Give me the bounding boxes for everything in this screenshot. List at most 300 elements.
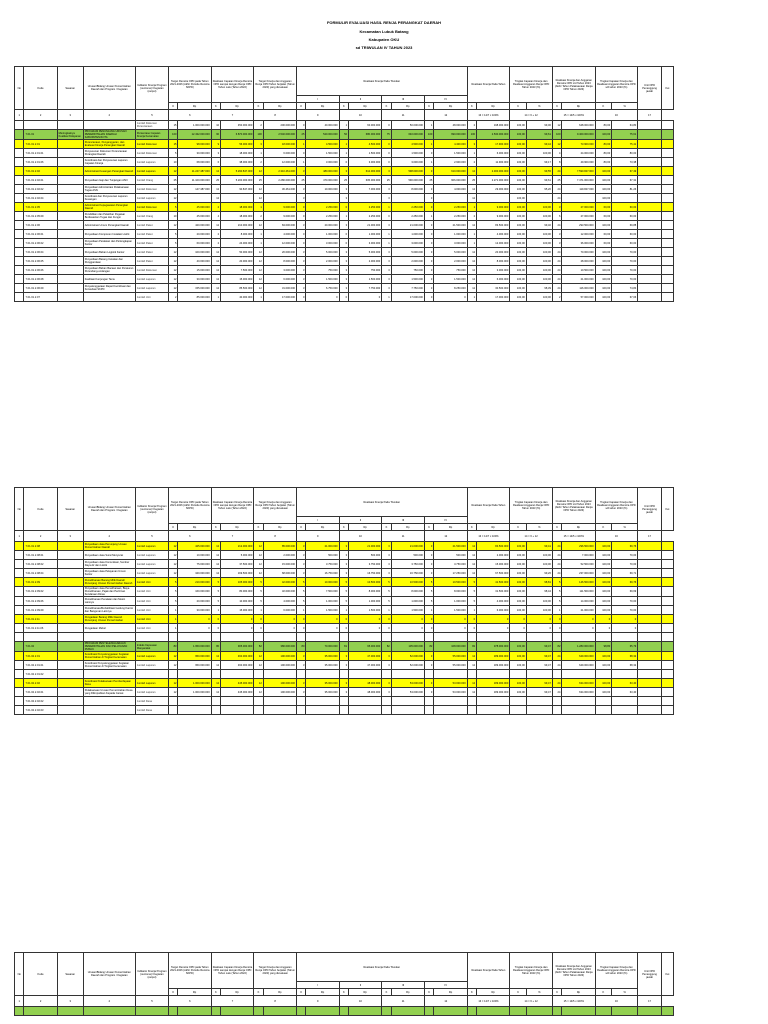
row-real-lalu-k: 6 bbox=[211, 158, 220, 167]
col-k-subheader: K bbox=[169, 524, 178, 531]
row-tw2-k: 0 bbox=[339, 230, 348, 239]
row-target-value: 0 bbox=[178, 615, 211, 624]
row-tingkat-renstra-k: 80,00 bbox=[595, 158, 612, 167]
row-indikator: Jumlah Orang bbox=[135, 212, 168, 221]
row-tw2-value: 1.500.000 bbox=[349, 149, 382, 158]
row-real-akhir-value: 29.000.000 bbox=[477, 185, 510, 194]
row-target-renja-value: 8.000.000 bbox=[263, 257, 296, 266]
row-real-akhir-k: 1 bbox=[467, 149, 476, 158]
row-indikator: Jumlah Laporan bbox=[135, 661, 168, 670]
row-tingkat-k: 100,00 bbox=[510, 606, 527, 615]
row-urusan bbox=[83, 121, 135, 130]
row-target-value: 15.000.000 bbox=[178, 266, 211, 275]
row-real-akhir-k: 12 bbox=[467, 194, 476, 203]
row-tw1-k: 3 bbox=[296, 284, 305, 293]
form-title: FORMULIR EVALUASI HASIL RENJA PERANGKAT DAERAH bbox=[326, 20, 442, 25]
row-tw2-k: 0 bbox=[339, 293, 348, 302]
row-indikator: Jumlah Laporan bbox=[135, 551, 168, 560]
row-real-renstra-k: 3 bbox=[552, 203, 561, 212]
row-tingkat-k: 100,00 bbox=[510, 284, 527, 293]
row-tw4-value bbox=[434, 633, 467, 642]
col-unit-opd-header: Unit OPD Penanggung jawab bbox=[638, 488, 662, 531]
col-k-subheader: K bbox=[339, 989, 348, 996]
row-tw2-k: 0 bbox=[339, 158, 348, 167]
row-urusan bbox=[83, 697, 135, 706]
row-number bbox=[15, 203, 24, 212]
row-tingkat-renstra-value: 64,80 bbox=[612, 121, 638, 130]
row-real-akhir-k: 12 bbox=[467, 257, 476, 266]
row-target-renja-value: 84.000.000 bbox=[263, 221, 296, 230]
row-real-lalu-k: 0 bbox=[211, 624, 220, 633]
col-rp-subheader: % bbox=[612, 989, 638, 996]
row-tw3-value: 7.750.000 bbox=[391, 284, 424, 293]
row-real-renstra-k: 24 bbox=[552, 661, 561, 670]
row-real-renstra-value: 119.847.000 bbox=[562, 185, 595, 194]
row-real-akhir-k: 5 bbox=[467, 587, 476, 597]
row-ket bbox=[661, 542, 673, 551]
col-rp-subheader: Rp bbox=[306, 524, 339, 531]
row-tw1-k: 0 bbox=[296, 230, 305, 239]
row-tw3-k: 3 bbox=[382, 221, 391, 230]
row-target-value: 30.000.000 bbox=[178, 275, 211, 284]
row-target-k: 100 bbox=[169, 130, 178, 140]
row-tingkat-value: 100,00 bbox=[526, 230, 552, 239]
row-tingkat-renstra-value: 70,00 bbox=[612, 606, 638, 615]
row-number bbox=[15, 587, 24, 597]
col-number-label: 6 bbox=[169, 110, 212, 121]
row-real-lalu-k: 12 bbox=[211, 560, 220, 569]
row-urusan: Pelaksanaan Urusan Pemerintahan Desa yang Dilimpahkan Kepada Camat bbox=[83, 688, 135, 697]
row-real-akhir-k: 1 bbox=[467, 239, 476, 248]
row-real-renstra-value: 27.000.000 bbox=[562, 212, 595, 221]
row-tingkat-renstra-k: 100,00 bbox=[595, 248, 612, 257]
row-unit-opd bbox=[638, 652, 662, 661]
row-ket bbox=[661, 239, 673, 248]
row-indikator bbox=[135, 633, 168, 642]
row-tingkat-value: 100,00 bbox=[526, 560, 552, 569]
row-kode: 7.01.01.2.06.04 bbox=[24, 248, 57, 257]
row-real-akhir-value bbox=[477, 633, 510, 642]
row-real-lalu-value: 7.500.000 bbox=[221, 266, 254, 275]
row-tingkat-renstra-value: 70,00 bbox=[612, 257, 638, 266]
row-target-value: 75.000.000 bbox=[178, 560, 211, 569]
row-indikator: Jumlah Laporan bbox=[135, 560, 168, 569]
row-tingkat-renstra-value: 74,84 bbox=[612, 284, 638, 293]
row-tingkat-k: 100,00 bbox=[510, 221, 527, 230]
row-tw4-k bbox=[424, 706, 433, 715]
row-real-akhir-value: 31.500.000 bbox=[477, 587, 510, 597]
row-real-renstra-k: 24 bbox=[552, 542, 561, 551]
row-ket bbox=[661, 284, 673, 293]
col-k-subheader: K bbox=[211, 103, 220, 110]
row-real-akhir-value: 198.000.000 bbox=[477, 121, 510, 130]
row-tw4-value: 53.000.000 bbox=[434, 679, 467, 688]
col-tingkat-capaian-header: Tingkat Capaian Kinerja dan Realisasi Anggaran Renja OPD Tahun 2023 (%) bbox=[510, 67, 553, 103]
row-indikator: Jumlah Laporan bbox=[135, 569, 168, 578]
row-tw4-k bbox=[424, 633, 433, 642]
row-real-lalu-value: 15.000.000 bbox=[221, 606, 254, 615]
row-tw2-value: 2.000.000 bbox=[349, 257, 382, 266]
row-tingkat-renstra-value: 69,69 bbox=[612, 587, 638, 597]
col-number-label: 8 bbox=[254, 531, 297, 542]
row-indikator: Jumlah Dokumen bbox=[135, 266, 168, 275]
row-target-k bbox=[169, 706, 178, 715]
row-target-renja-k: 5 bbox=[254, 587, 263, 597]
row-sasaran bbox=[57, 275, 83, 284]
row-target-renja-k: 5 bbox=[254, 597, 263, 606]
table-row bbox=[15, 221, 674, 230]
row-number bbox=[15, 158, 24, 167]
row-real-akhir-value: 2.530.000.000 bbox=[477, 130, 510, 140]
row-kode: 7.01.01 bbox=[24, 130, 57, 140]
row-sasaran bbox=[57, 158, 83, 167]
row-indikator: Jumlah Dokumen bbox=[135, 149, 168, 158]
row-tw2-k: 3 bbox=[339, 661, 348, 670]
row-real-renstra-k: 24 bbox=[552, 257, 561, 266]
row-tingkat-k: 100,00 bbox=[510, 185, 527, 194]
row-unit-opd bbox=[638, 633, 662, 642]
row-real-renstra-k: 24 bbox=[552, 679, 561, 688]
row-kode: 7.01.01.2.02.01 bbox=[24, 176, 57, 185]
row-sasaran: Meningkatnya Kualitas Pelayanan bbox=[57, 130, 83, 140]
row-tw3-value: 52.000.000 bbox=[391, 661, 424, 670]
col-k-subheader: K bbox=[467, 103, 476, 110]
row-real-lalu-k bbox=[211, 670, 220, 679]
row-real-lalu-k: 5 bbox=[211, 578, 220, 587]
col-sasaran-header: Sasaran bbox=[57, 488, 83, 531]
row-real-akhir-k bbox=[467, 633, 476, 642]
col-k-subheader: K bbox=[467, 524, 476, 531]
row-real-lalu-k: 12 bbox=[211, 194, 220, 203]
col-sasaran-header: Sasaran bbox=[57, 953, 83, 996]
col-tw2-header: II bbox=[339, 96, 382, 103]
row-tingkat-renstra-k: 100,00 bbox=[595, 661, 612, 670]
row-sasaran bbox=[57, 652, 83, 661]
col-k-subheader: K bbox=[296, 103, 305, 110]
row-tingkat-renstra-k: 100,00 bbox=[595, 560, 612, 569]
col-number-label: 17 bbox=[638, 110, 662, 121]
row-ket bbox=[661, 1007, 673, 1016]
row-tw4-k: 3 bbox=[424, 551, 433, 560]
row-tw3-value: 1.500.000 bbox=[391, 275, 424, 284]
row-tw1-k: 5 bbox=[296, 597, 305, 606]
row-urusan bbox=[83, 293, 135, 302]
col-realisasi-triwulan-header: Realisasi Kinerja Pada Triwulan bbox=[296, 67, 467, 96]
row-target-renja-value: 31.000.000 bbox=[263, 284, 296, 293]
row-tingkat-renstra-k: 60,00 bbox=[595, 239, 612, 248]
row-number bbox=[15, 569, 24, 578]
row-real-akhir-value: 378.000.000 bbox=[477, 642, 510, 652]
row-tw4-k: 3 bbox=[424, 661, 433, 670]
row-sasaran bbox=[57, 560, 83, 569]
col-number-label: 13 = 12/7 x 100% bbox=[467, 110, 510, 121]
row-ket bbox=[661, 266, 673, 275]
row-real-akhir-value: 2.271.000.000 bbox=[477, 176, 510, 185]
row-ket bbox=[661, 230, 673, 239]
row-tw4-value: 1.500.000 bbox=[434, 275, 467, 284]
row-target-k: 12 bbox=[169, 167, 178, 176]
row-target-renja-value bbox=[263, 706, 296, 715]
row-ket bbox=[661, 149, 673, 158]
row-real-renstra-value: 111.500.000 bbox=[562, 587, 595, 597]
col-rp-subheader: Rp bbox=[477, 103, 510, 110]
col-rp-subheader: Rp bbox=[391, 989, 424, 996]
row-tw3-value: 590.000.000 bbox=[391, 176, 424, 185]
col-realisasi-akhir-header: Realisasi Kinerja Pada Tahun bbox=[467, 67, 510, 103]
row-tw1-k: 5 bbox=[296, 578, 305, 587]
period-label: sd TRIWULAN IV TAHUN 2023 bbox=[355, 45, 413, 50]
row-unit-opd bbox=[638, 587, 662, 597]
row-target-renja-k: 0 bbox=[254, 615, 263, 624]
row-target-renja-k: 1 bbox=[254, 230, 263, 239]
row-tingkat-value: 0 bbox=[526, 615, 552, 624]
row-indikator: Jumlah Laporan bbox=[135, 679, 168, 688]
row-real-lalu-k: 2 bbox=[211, 230, 220, 239]
row-tingkat-k: 0 bbox=[510, 624, 527, 633]
row-real-lalu-value: 15.000.000 bbox=[221, 275, 254, 284]
row-number bbox=[15, 121, 24, 130]
row-tw3-k: 0 bbox=[382, 140, 391, 149]
row-kode: 7.01.01.2.11.06 bbox=[24, 624, 57, 633]
col-k-subheader: K bbox=[552, 524, 561, 531]
row-tingkat-renstra-k: 100,00 bbox=[595, 569, 612, 578]
row-target-k: 83 bbox=[169, 642, 178, 652]
row-target-renja-value: 190.000.000 bbox=[263, 661, 296, 670]
row-tw2-k: 1 bbox=[339, 121, 348, 130]
row-target-renja-k: 12 bbox=[254, 194, 263, 203]
row-indikator: Jumlah Laporan bbox=[135, 284, 168, 293]
col-k-subheader: K bbox=[296, 524, 305, 531]
col-number-label: 11 bbox=[382, 996, 425, 1007]
row-unit-opd bbox=[638, 606, 662, 615]
table-row bbox=[15, 624, 674, 633]
row-ket bbox=[661, 212, 673, 221]
row-target-renja-k: 2 bbox=[254, 158, 263, 167]
row-unit-opd bbox=[638, 176, 662, 185]
col-rp-subheader: Rp bbox=[178, 103, 211, 110]
row-real-lalu-k: 5 bbox=[211, 597, 220, 606]
row-tw1-value: 0 bbox=[306, 615, 339, 624]
row-unit-opd bbox=[638, 615, 662, 624]
col-tingkat-capaian-header: Tingkat Capaian Kinerja dan Realisasi Anggaran Renja OPD Tahun 2023 (%) bbox=[510, 488, 553, 524]
row-real-renstra-value: 7.471.000.000 bbox=[562, 176, 595, 185]
row-tw1-value: 35.000.000 bbox=[306, 652, 339, 661]
row-sasaran bbox=[57, 642, 83, 652]
row-indikator: Jumlah Dokumen bbox=[135, 185, 168, 194]
row-target-value bbox=[178, 706, 211, 715]
row-real-renstra-k: 24 bbox=[552, 652, 561, 661]
row-real-renstra-value: 28.000.000 bbox=[562, 257, 595, 266]
row-real-lalu-value: 445.000.000 bbox=[221, 679, 254, 688]
row-sasaran bbox=[57, 633, 83, 642]
row-tingkat-value: 99,47 bbox=[526, 661, 552, 670]
col-rp-subheader: Rp bbox=[178, 989, 211, 996]
row-tw1-k: 1 bbox=[296, 606, 305, 615]
row-tw1-k: 3 bbox=[296, 221, 305, 230]
row-tw3-k: 1 bbox=[382, 606, 391, 615]
row-tw4-k: 0 bbox=[424, 624, 433, 633]
table-row bbox=[15, 284, 674, 293]
col-tw3-header: III bbox=[382, 982, 425, 989]
table-row bbox=[15, 560, 674, 569]
col-k-subheader: K bbox=[254, 989, 263, 996]
row-tingkat-renstra-k: 100,00 bbox=[595, 176, 612, 185]
row-sasaran bbox=[57, 266, 83, 275]
row-sasaran bbox=[57, 248, 83, 257]
row-tingkat-renstra-k: 98,80 bbox=[595, 642, 612, 652]
row-tw3-k: 3 bbox=[382, 688, 391, 697]
row-real-lalu-k: 1 bbox=[211, 293, 220, 302]
row-real-lalu-k bbox=[211, 1007, 220, 1016]
col-k-subheader: K bbox=[169, 989, 178, 996]
row-real-akhir-k: 2 bbox=[467, 158, 476, 167]
row-urusan: Koordinasi Pelaksanaan Pemberdayaan Desa bbox=[83, 679, 135, 688]
row-tw1-value bbox=[306, 633, 339, 642]
row-tw2-value: 3.000.000 bbox=[349, 158, 382, 167]
col-k-subheader: K bbox=[595, 103, 612, 110]
row-target-value: 12.432.000.000 bbox=[178, 130, 211, 140]
row-kode: 7.01.01.2.09.09 bbox=[24, 606, 57, 615]
row-tingkat-value: 100,00 bbox=[526, 248, 552, 257]
row-tw3-k: 3 bbox=[382, 652, 391, 661]
row-real-akhir-k: 12 bbox=[467, 266, 476, 275]
row-number bbox=[15, 615, 24, 624]
row-real-lalu-value bbox=[221, 670, 254, 679]
row-real-akhir-k: 25 bbox=[467, 176, 476, 185]
row-tw3-value: 1.500.000 bbox=[391, 149, 424, 158]
row-tw3-value: 52.000.000 bbox=[391, 652, 424, 661]
row-tw3-k bbox=[382, 670, 391, 679]
row-tw1-k: 3 bbox=[296, 560, 305, 569]
row-real-lalu-k: 9 bbox=[211, 140, 220, 149]
row-unit-opd bbox=[638, 569, 662, 578]
row-real-lalu-k: 12 bbox=[211, 661, 220, 670]
table-row bbox=[15, 176, 674, 185]
row-tw3-value: 2.250.000 bbox=[391, 203, 424, 212]
row-real-renstra-value: 648.000.000 bbox=[562, 121, 595, 130]
row-unit-opd bbox=[638, 230, 662, 239]
row-tw2-value: 1.500.000 bbox=[349, 275, 382, 284]
col-rp-subheader: % bbox=[612, 524, 638, 531]
row-tw4-value bbox=[434, 706, 467, 715]
row-real-akhir-value: 9.000.000 bbox=[477, 203, 510, 212]
col-number-label: 10 bbox=[339, 996, 382, 1007]
row-target-k: 1 bbox=[169, 606, 178, 615]
row-tingkat-renstra-k: 0 bbox=[595, 615, 612, 624]
col-indikator-header: Indikator Kinerja Program (outcome)/ Kegiatan (output) bbox=[135, 953, 168, 996]
row-real-lalu-k: 12 bbox=[211, 688, 220, 697]
row-indikator: Jumlah Laporan bbox=[135, 275, 168, 284]
row-tingkat-k: 100,00 bbox=[510, 212, 527, 221]
row-tingkat-renstra-k bbox=[595, 670, 612, 679]
row-real-lalu-value: 105.000.000 bbox=[221, 578, 254, 587]
row-real-akhir-value: 6.000.000 bbox=[477, 606, 510, 615]
row-tw4-k: 3 bbox=[424, 284, 433, 293]
row-tw1-value: 0 bbox=[306, 293, 339, 302]
row-target-renja-k: 12 bbox=[254, 257, 263, 266]
row-ket bbox=[661, 679, 673, 688]
row-real-renstra-k: 3 bbox=[552, 230, 561, 239]
row-target-value: 0 bbox=[178, 624, 211, 633]
table-row bbox=[15, 670, 674, 679]
row-tw3-value: 1.500.000 bbox=[391, 606, 424, 615]
row-target-renja-k: 12 bbox=[254, 560, 263, 569]
row-real-lalu-value: 5.000.000 bbox=[221, 551, 254, 560]
row-target-renja-value bbox=[263, 697, 296, 706]
row-target-k: 12 bbox=[169, 551, 178, 560]
row-tingkat-renstra-k: 100,00 bbox=[595, 167, 612, 176]
row-ket bbox=[661, 121, 673, 130]
row-number bbox=[15, 706, 24, 715]
col-rp-subheader: % bbox=[526, 989, 552, 996]
row-number bbox=[15, 652, 24, 661]
row-tw2-k: 0 bbox=[339, 239, 348, 248]
row-real-akhir-k: 12 bbox=[467, 569, 476, 578]
row-real-akhir-value: 15.000.000 bbox=[477, 560, 510, 569]
row-tw2-value bbox=[349, 194, 382, 203]
row-unit-opd bbox=[638, 158, 662, 167]
row-tw3-k: 82 bbox=[382, 642, 391, 652]
row-unit-opd bbox=[638, 697, 662, 706]
table-row bbox=[15, 679, 674, 688]
row-tw2-value: 10.500.000 bbox=[349, 578, 382, 587]
row-urusan: Perencanaan, Penganggaran, dan Evaluasi Kinerja Perangkat Daerah bbox=[83, 140, 135, 149]
row-tingkat-k: 100,00 bbox=[510, 149, 527, 158]
row-tingkat-k: 100,00 bbox=[510, 275, 527, 284]
row-target-value: 20.000.000 bbox=[178, 230, 211, 239]
row-real-akhir-k: 12 bbox=[467, 679, 476, 688]
row-real-renstra-value: 36.000.000 bbox=[562, 239, 595, 248]
row-target-renja-k: 12 bbox=[254, 679, 263, 688]
row-tingkat-value bbox=[526, 697, 552, 706]
col-number-label: 7 bbox=[211, 531, 254, 542]
row-tingkat-renstra-value: 70,00 bbox=[612, 275, 638, 284]
row-tingkat-k: 100,00 bbox=[510, 542, 527, 551]
col-number-label: 9 bbox=[296, 996, 339, 1007]
row-number bbox=[15, 212, 24, 221]
row-tingkat-renstra-value: 73,38 bbox=[612, 158, 638, 167]
row-tw4-value: 21.500.000 bbox=[434, 221, 467, 230]
row-target-renja-k: 12 bbox=[254, 652, 263, 661]
row-tw4-k: 82 bbox=[424, 642, 433, 652]
row-real-lalu-value: 50.000.000 bbox=[221, 248, 254, 257]
row-real-lalu-value bbox=[221, 633, 254, 642]
row-real-renstra-value: 12.000.000 bbox=[562, 230, 595, 239]
row-target-renja-value: 0 bbox=[263, 615, 296, 624]
row-tingkat-renstra-value: 69,76 bbox=[612, 578, 638, 587]
col-number-label: 4 bbox=[83, 531, 135, 542]
col-rp-subheader: Rp bbox=[263, 989, 296, 996]
row-real-lalu-k: 12 bbox=[211, 257, 220, 266]
row-tw2-k: 3 bbox=[339, 185, 348, 194]
row-number bbox=[15, 257, 24, 266]
row-unit-opd bbox=[638, 140, 662, 149]
row-target-value bbox=[178, 697, 211, 706]
row-tw2-k: 3 bbox=[339, 167, 348, 176]
row-target-k: 12 bbox=[169, 679, 178, 688]
row-real-lalu-k: 4 bbox=[211, 212, 220, 221]
row-urusan: Penyusunan Dokumen Perencanaan Perangkat Daerah bbox=[83, 149, 135, 158]
row-real-renstra-k: 25 bbox=[552, 176, 561, 185]
row-target-renja-k: 2 bbox=[254, 212, 263, 221]
row-urusan: Pemeliharaan/Rehabilitasi Gedung Kantor dan Bangunan Lainnya bbox=[83, 606, 135, 615]
row-tw4-k: 3 bbox=[424, 266, 433, 275]
row-target-renja-value bbox=[263, 194, 296, 203]
row-kode: 7.01.01.2.06.09 bbox=[24, 284, 57, 293]
row-target-renja-value: 6.000.000 bbox=[263, 606, 296, 615]
row-unit-opd bbox=[638, 185, 662, 194]
row-tingkat-k: 100,00 bbox=[510, 158, 527, 167]
